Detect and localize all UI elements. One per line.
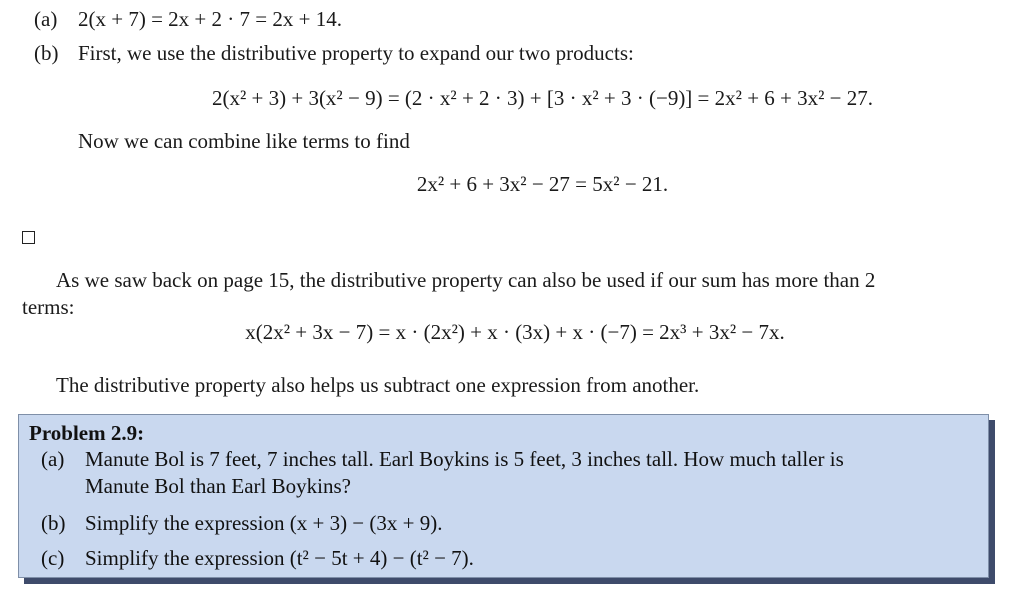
solution-part-a [34, 6, 342, 32]
problem-part-b [41, 510, 442, 536]
solution-part-b [34, 40, 634, 66]
problem-title: Problem 2.9: [29, 421, 145, 445]
body-equation: x(2x² + 3x − 7) = x · (2x²) + x · (3x) + x · (−7) = 2x³ + 3x² − 7x. [245, 320, 785, 344]
solution-b-equation: 2(x² + 3) + 3(x² − 9) = (2 · x² + 2 · 3) + [3 · x² + 3 · (−9)] = 2x² + 6 + 3x² − 27. [211, 86, 874, 110]
solution-b-equation2: 2x² + 6 + 3x² − 27 = 5x² − 21. [416, 172, 669, 196]
solution-b-text2: Now we can combine like terms to find [78, 129, 410, 153]
solution-b-text: First, we use the distributive property to expand our two products: [78, 41, 634, 65]
problem-a-line2: Manute Bol than Earl Boykins? [85, 474, 351, 498]
problem-part-a [41, 446, 844, 472]
qed-square-icon [22, 231, 35, 244]
solution-a-text: 2(x + 7) = 2x + 2 · 7 = 2x + 14. [78, 7, 342, 31]
body-paragraph-1-line-1: As we saw back on page 15, the distributive property can also be used if our sum has more than 2 [56, 268, 876, 292]
part-label: (a) [41, 447, 65, 471]
problem-b-text: Simplify the expression (x + 3) − (3x + 9). [85, 511, 443, 535]
problem-a-line1: Manute Bol is 7 feet, 7 inches tall. Earl Boykins is 5 feet, 3 inches tall. How much taller is [85, 447, 844, 471]
problem-c-text: Simplify the expression (t² − 5t + 4) − (t² − 7). [85, 546, 474, 570]
part-label: (c) [41, 546, 65, 570]
problem-part-c [41, 545, 474, 571]
part-label: (b) [41, 511, 66, 535]
part-label: (a) [34, 7, 58, 31]
part-label: (b) [34, 41, 59, 65]
body-paragraph-1-line-2: terms: [22, 295, 75, 319]
body-paragraph-2: The distributive property also helps us subtract one expression from another. [56, 373, 700, 397]
problem-box [18, 414, 989, 578]
